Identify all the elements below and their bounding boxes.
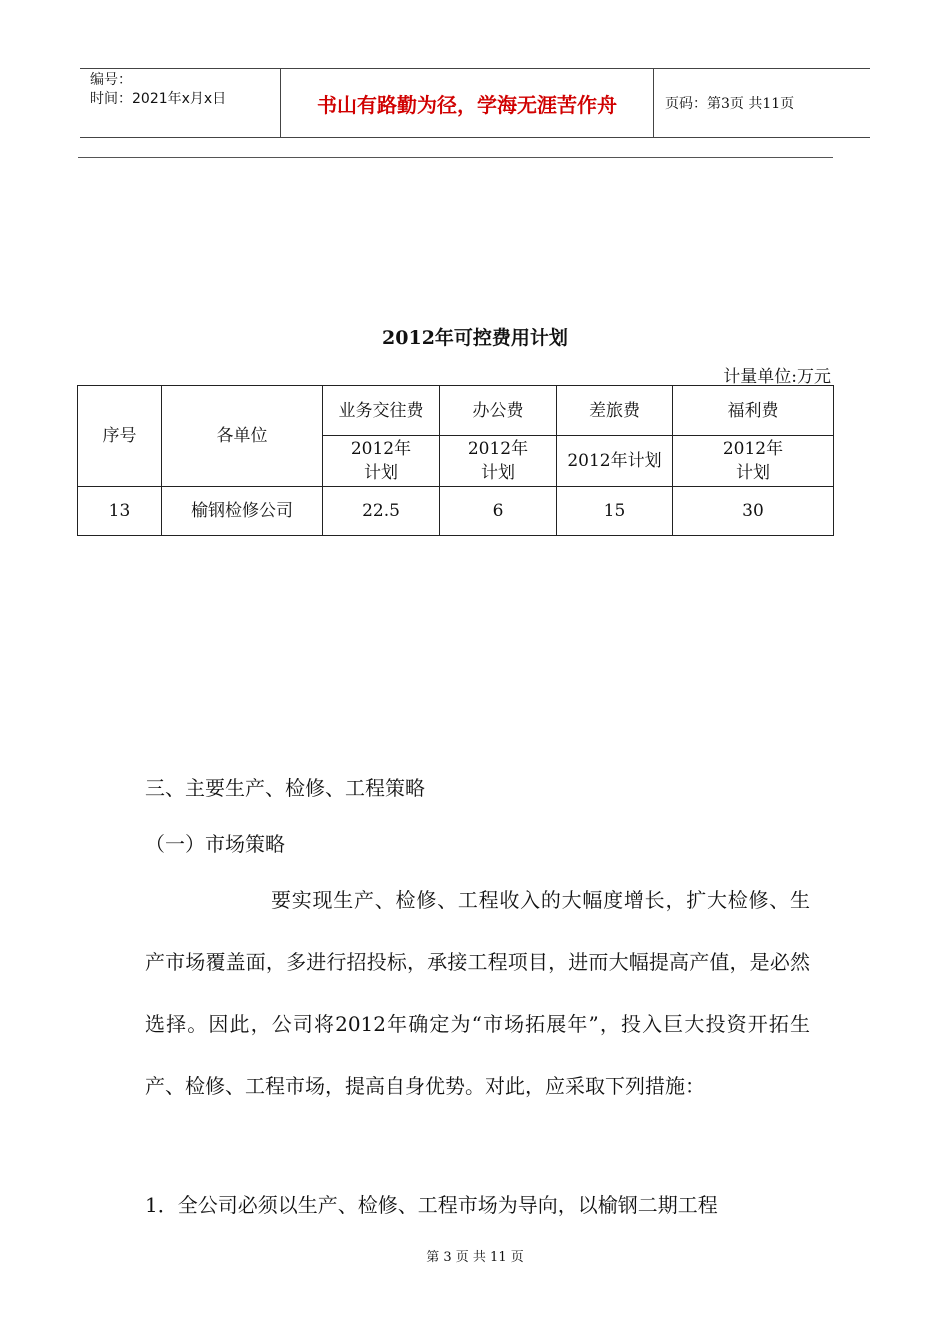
- header-unit: 各单位: [162, 386, 323, 487]
- page-footer: 第 3 页 共 11 页: [426, 1250, 524, 1265]
- header-office: 办公费: [440, 386, 557, 436]
- measurement-unit: 计量单位:万元: [723, 367, 831, 387]
- subheader-travel: 2012年计划: [557, 436, 673, 487]
- subheader-business: 2012年 计划: [323, 436, 440, 487]
- body-paragraph: 要实现生产、检修、工程收入的大幅度增长，扩大检修、生产市场覆盖面，多进行招投标，承接工程项目，进而大幅提高产值，是必然选择。因此，公司将2012年确定为“市场拓展年”，投入巨大投资开拓生产、检修、工程市场，提高自身优势。对此，应采取下列措施：: [145, 888, 810, 1098]
- header-business: 业务交往费: [323, 386, 440, 436]
- cell-welfare: 30: [673, 487, 834, 536]
- document-title: 2012年可控费用计划: [382, 327, 568, 349]
- header-divider: [78, 157, 833, 158]
- table-header-row: [78, 386, 834, 436]
- cell-business: 22.5: [323, 487, 440, 536]
- cell-travel: 15: [557, 487, 673, 536]
- header-travel: 差旅费: [557, 386, 673, 436]
- section-heading: 三、主要生产、检修、工程策略: [145, 776, 425, 800]
- section-subheading: （一）市场策略: [145, 832, 285, 856]
- subheader-welfare: 2012年 计划: [673, 436, 834, 487]
- cell-office: 6: [440, 487, 557, 536]
- cost-plan-table: [77, 385, 834, 536]
- number-label: 编号：: [90, 72, 132, 88]
- cell-seq: 13: [78, 487, 162, 536]
- list-item: 1．全公司必须以生产、检修、工程市场为导向，以榆钢二期工程: [145, 1193, 718, 1217]
- cell-unit: 榆钢检修公司: [162, 487, 323, 536]
- header-meta: [80, 69, 281, 137]
- header-seq: 序号: [78, 386, 162, 487]
- time-label: 时间：2021年x月x日: [90, 91, 227, 107]
- subheader-office: 2012年 计划: [440, 436, 557, 487]
- header-page-info: 页码：第3页 共11页: [665, 96, 795, 112]
- header-motto: 书山有路勤为径，学海无涯苦作舟: [281, 69, 654, 137]
- page-header: [80, 68, 870, 138]
- table-row: [78, 487, 834, 536]
- header-welfare: 福利费: [673, 386, 834, 436]
